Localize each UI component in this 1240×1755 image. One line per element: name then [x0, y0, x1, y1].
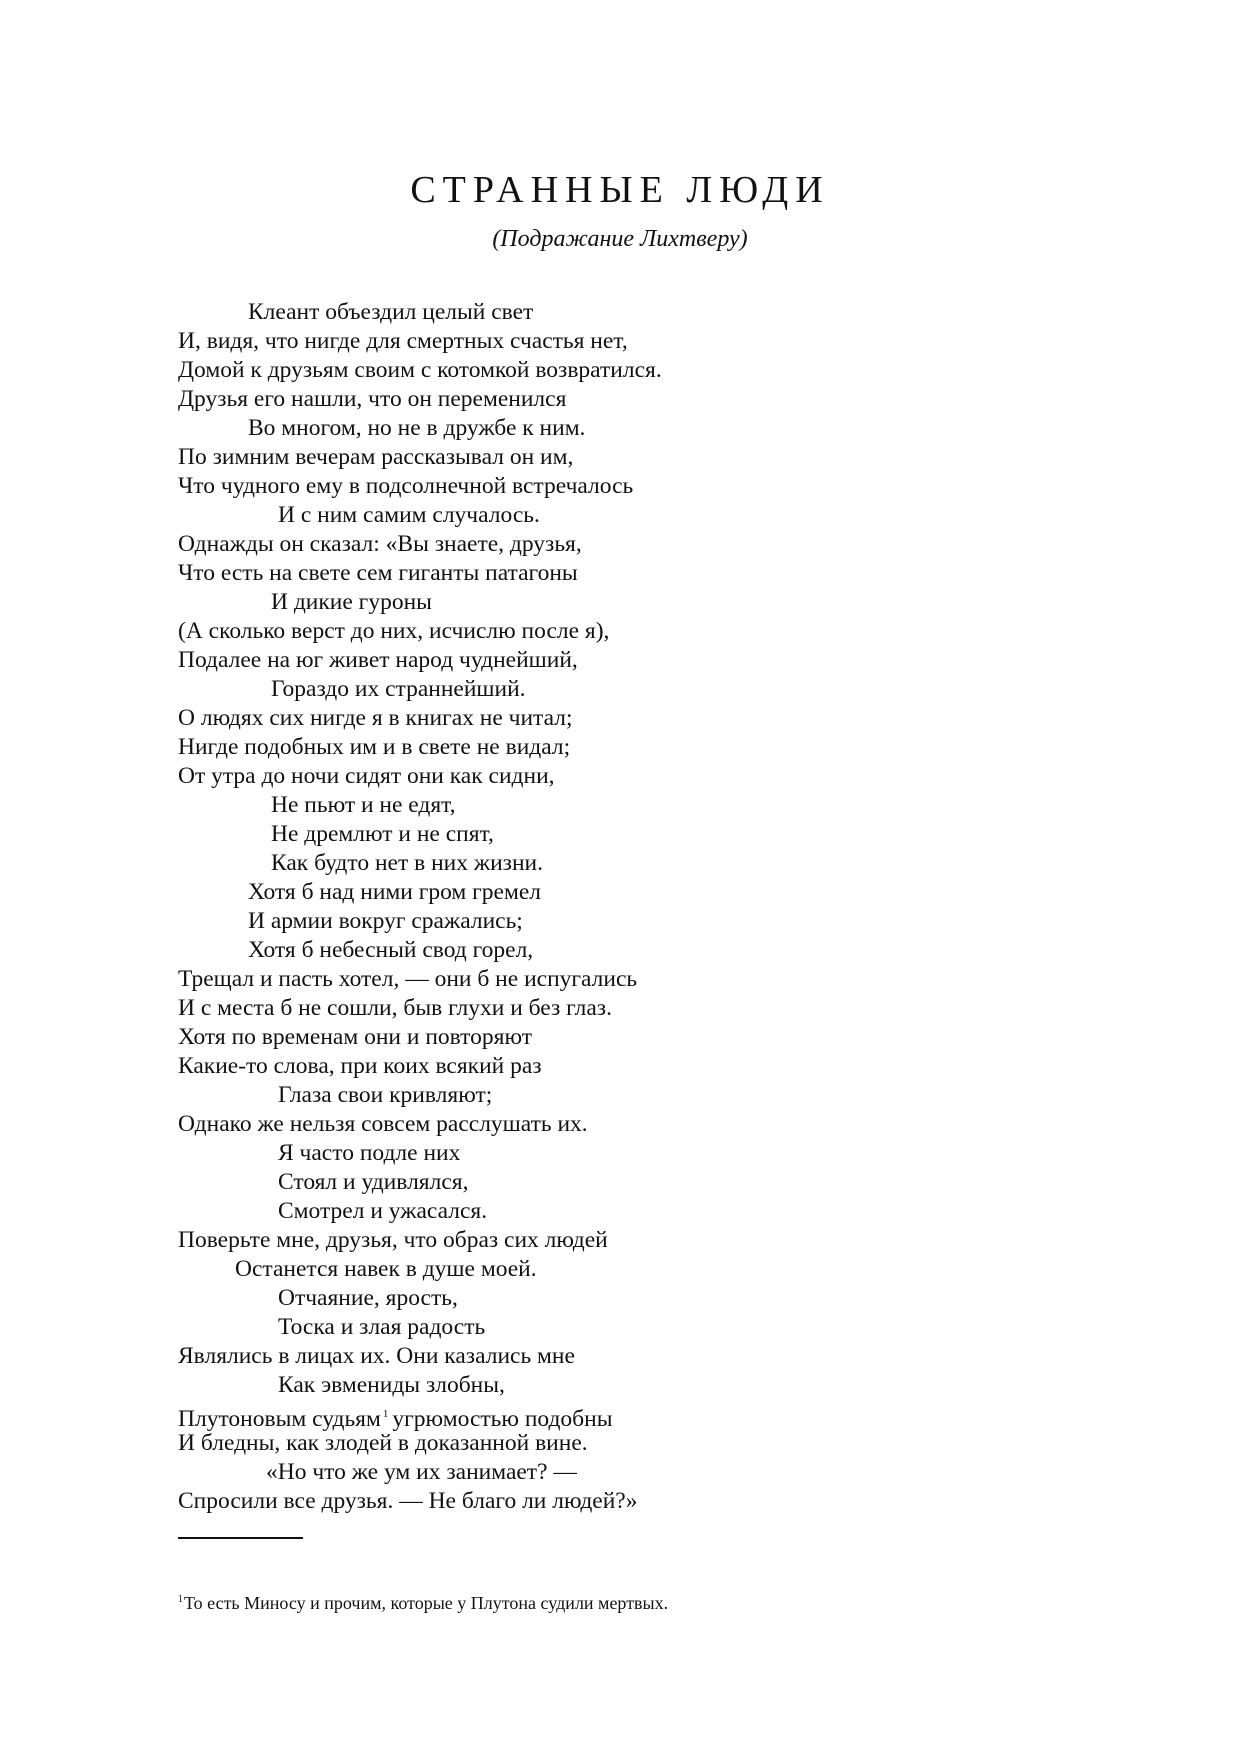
poem-line-text: Как эвмениды злобны,: [278, 1372, 505, 1398]
poem-line-text: Домой к друзьям своим с котомкой возвратился.: [178, 357, 662, 383]
poem-line-text: По зимним вечерам рассказывал он им,: [178, 444, 574, 470]
poem-line-text: Хотя по временам они и повторяют: [178, 1024, 532, 1050]
poem-line-text: Однако же нельзя совсем расслушать их.: [178, 1111, 588, 1137]
poem-line-text: О людях сих нигде я в книгах не читал;: [178, 705, 573, 731]
poem-line-text: «Но что же ум их занимает? —: [266, 1459, 577, 1485]
poem-line-text: Не пьют и не едят,: [271, 792, 456, 818]
poem-line: [178, 588, 1178, 617]
poem-line-text: И дикие гуроны: [271, 589, 432, 615]
poem-title: СТРАННЫЕ ЛЮДИ: [410, 169, 830, 211]
poem-line: [178, 1023, 1178, 1052]
poem-line: [178, 472, 1178, 501]
poem-line-text: И с ним самим случалось.: [278, 502, 540, 528]
poem-line-text: Хотя б небесный свод горел,: [248, 937, 534, 963]
poem-line-text: Однажды он сказал: «Вы знаете, друзья,: [178, 531, 582, 557]
poem-line: [178, 1197, 1178, 1226]
poem-line: [178, 1487, 1178, 1516]
poem-line-text: Нигде подобных им и в свете не видал;: [178, 734, 571, 760]
poem-line-text: (А сколько верст до них, исчислю после я),: [178, 618, 610, 644]
poem-line-text: Как будто нет в них жизни.: [271, 850, 543, 876]
poem-line-text: Клеант объездил целый свет: [248, 299, 534, 325]
poem-line: [178, 878, 1178, 907]
footnote-mark: 1: [178, 1594, 183, 1605]
footnote-divider: [178, 1537, 303, 1539]
poem-line-text: Что есть на свете сем гиганты патагоны: [178, 560, 578, 586]
poem-line: [178, 820, 1178, 849]
poem-line: [178, 1139, 1178, 1168]
poem-line-text: Спросили все друзья. — Не благо ли людей?»: [178, 1488, 638, 1514]
poem-line-text: Поверьте мне, друзья, что образ сих людей: [178, 1227, 608, 1253]
poem-line: [178, 327, 1178, 356]
poem-line: [178, 1255, 1178, 1284]
poem-line: [178, 1342, 1178, 1371]
poem-line: [178, 762, 1178, 791]
poem-line: [178, 849, 1178, 878]
poem-line: [178, 704, 1178, 733]
poem-line: [178, 1081, 1178, 1110]
poem-line: [178, 1226, 1178, 1255]
poem-line: [178, 530, 1178, 559]
poem-line-text: Отчаяние, ярость,: [278, 1285, 458, 1311]
poem-line: [178, 1429, 1178, 1458]
poem-line: [178, 414, 1178, 443]
poem-line-text: Тоска и злая радость: [278, 1314, 486, 1340]
poem-line: [178, 356, 1178, 385]
poem-line-text: Какие-то слова, при коих всякий раз: [178, 1053, 542, 1079]
poem-line-text: Во многом, но не в дружбе к ним.: [248, 415, 586, 441]
poem-body: [178, 298, 1178, 1516]
poem-line-text: Стоял и удивлялся,: [278, 1169, 469, 1195]
poem-line-text: И с места б не сошли, быв глухи и без глаз.: [178, 995, 612, 1021]
poem-line-text: Хотя б над ними гром гремел: [248, 879, 542, 905]
poem-line-text: Глаза свои кривляют;: [278, 1082, 493, 1108]
poem-line: [178, 1110, 1178, 1139]
poem-line: [178, 559, 1178, 588]
poem-line-text: Я часто подле них: [278, 1140, 461, 1166]
poem-line: [178, 733, 1178, 762]
poem-line: [178, 675, 1178, 704]
poem-subtitle: (Подражание Лихтверу): [492, 226, 748, 252]
poem-line: [178, 1313, 1178, 1342]
poem-line: [178, 994, 1178, 1023]
poem-line: [178, 646, 1178, 675]
poem-line: [178, 298, 1178, 327]
poem-line-text: Плутоновым судьям: [178, 1406, 381, 1432]
poem-line: [178, 965, 1178, 994]
poem-line-text: Останется навек в душе моей.: [235, 1256, 537, 1282]
footnote-text: То есть Миносу и прочим, которые у Плутона судили мертвых.: [184, 1593, 669, 1613]
poem-line: [178, 1052, 1178, 1081]
footnote: [178, 1588, 668, 1615]
poem-line: [178, 385, 1178, 414]
poem-line-text: И армии вокруг сражались;: [248, 908, 523, 934]
poem-line: [178, 1400, 1178, 1432]
poem-line-text: Подалее на юг живет народ чуднейший,: [178, 647, 578, 673]
poem-line: [178, 617, 1178, 646]
poem-line-text: Трещал и пасть хотел, — они б не испугались: [178, 966, 638, 992]
poem-line-text: Друзья его нашли, что он переменился: [178, 386, 567, 412]
poem-line: [178, 936, 1178, 965]
poem-line-text-continued: угрюмостью подобны: [392, 1406, 613, 1432]
poem-line: [178, 791, 1178, 820]
poem-line-text: И, видя, что нигде для смертных счастья нет,: [178, 328, 628, 354]
poem-line: [178, 907, 1178, 936]
poem-line: [178, 501, 1178, 530]
poem-line: [178, 1371, 1178, 1400]
poem-line-text: Являлись в лицах их. Они казались мне: [178, 1343, 575, 1369]
poem-line: [178, 1284, 1178, 1313]
poem-line-text: И бледны, как злодей в доказанной вине.: [178, 1430, 588, 1456]
poem-line: [178, 1458, 1178, 1487]
poem-line: [178, 1168, 1178, 1197]
poem-line-text: Смотрел и ужасался.: [278, 1198, 488, 1224]
poem-line-text: Что чудного ему в подсолнечной встречалось: [178, 473, 634, 499]
poem-line: [178, 443, 1178, 472]
poem-line-text: Не дремлют и не спят,: [271, 821, 494, 847]
footnote-reference: 1: [382, 1408, 389, 1420]
poem-line-text: От утра до ночи сидят они как сидни,: [178, 763, 555, 789]
poem-line-text: Гораздо их страннейший.: [271, 676, 526, 702]
